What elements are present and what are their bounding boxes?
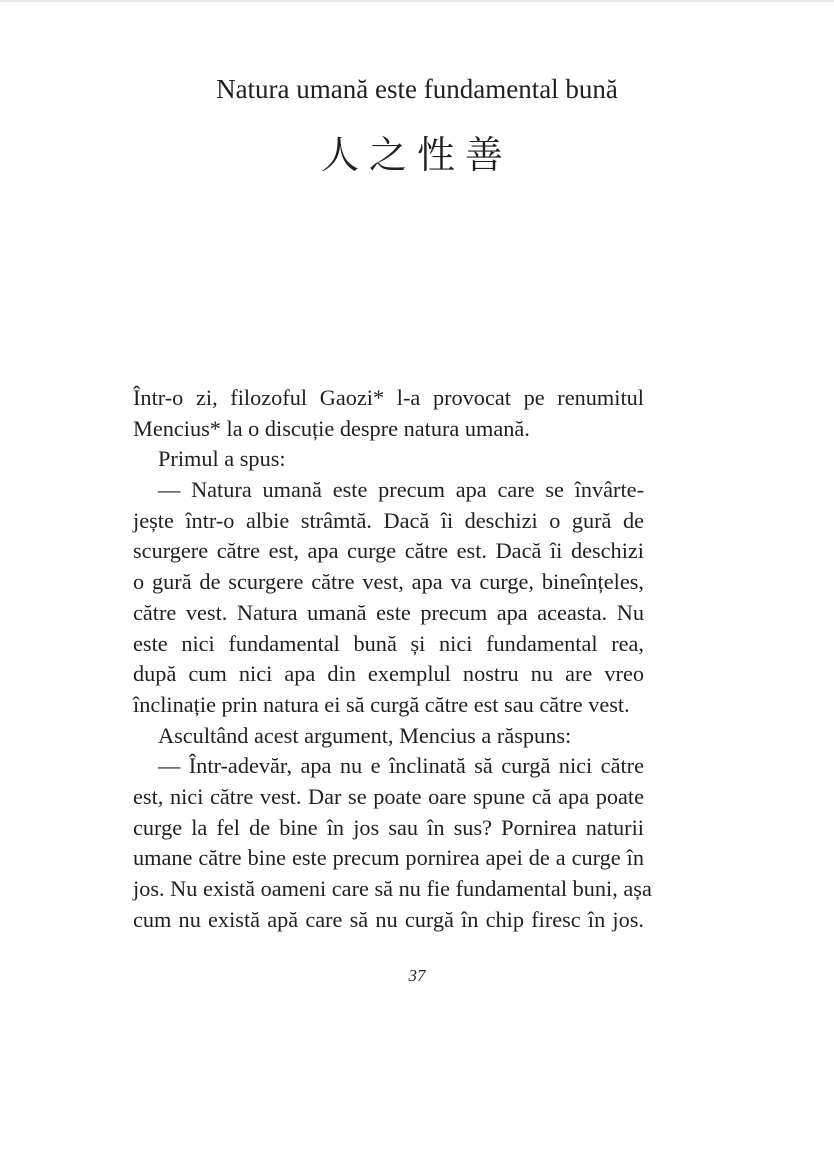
page-number: 37	[408, 966, 426, 985]
text-line: Primul a spus:	[158, 446, 286, 472]
text-line: scurgere către est, apa curge către est. Dacă îi deschizi	[133, 538, 644, 564]
text-line: jos. Nu există oameni care să nu fie fundamental buni, așa	[133, 876, 652, 901]
text-line: este nici fundamental bună și nici fundamental rea,	[133, 630, 644, 656]
text-line: după cum nici apa din exemplul nostru nu are vreo	[133, 661, 644, 687]
chapter-title-chinese: 人之性善	[320, 133, 513, 177]
body-text	[133, 383, 652, 935]
text-line: curge la fel de bine în jos sau în sus? Pornirea naturii	[133, 814, 644, 840]
text-line: către vest. Natura umană este precum apa aceasta. Nu	[133, 599, 644, 625]
text-line: umane către bine este precum pornirea apei de a curge în	[133, 845, 644, 871]
text-line: Într-o zi, filozoful Gaozi* l-a provocat pe renumitul	[133, 385, 644, 410]
text-line: înclinație prin natura ei să curgă către est sau către vest.	[133, 691, 630, 717]
text-line: jește într-o albie strâmtă. Dacă îi deschizi o gură de	[133, 507, 644, 533]
page-top-border	[0, 0, 834, 2]
chapter-title: Natura umană este fundamental bună	[216, 74, 618, 104]
text-line: est, nici către vest. Dar se poate oare spune că apa poate	[133, 783, 644, 809]
text-line: o gură de scurgere către vest, apa va curge, bineînțeles,	[133, 569, 644, 595]
text-line: — Natura umană este precum apa care se învârte-	[158, 477, 644, 503]
text-line: — Într-adevăr, apa nu e înclinată să curgă nici către	[158, 753, 644, 779]
text-line: Mencius* la o discuție despre natura umană.	[133, 415, 530, 441]
text-line: cum nu există apă care să nu curgă în chip firesc în jos.	[133, 906, 644, 932]
text-line: Ascultând acest argument, Mencius a răspuns:	[158, 722, 572, 748]
